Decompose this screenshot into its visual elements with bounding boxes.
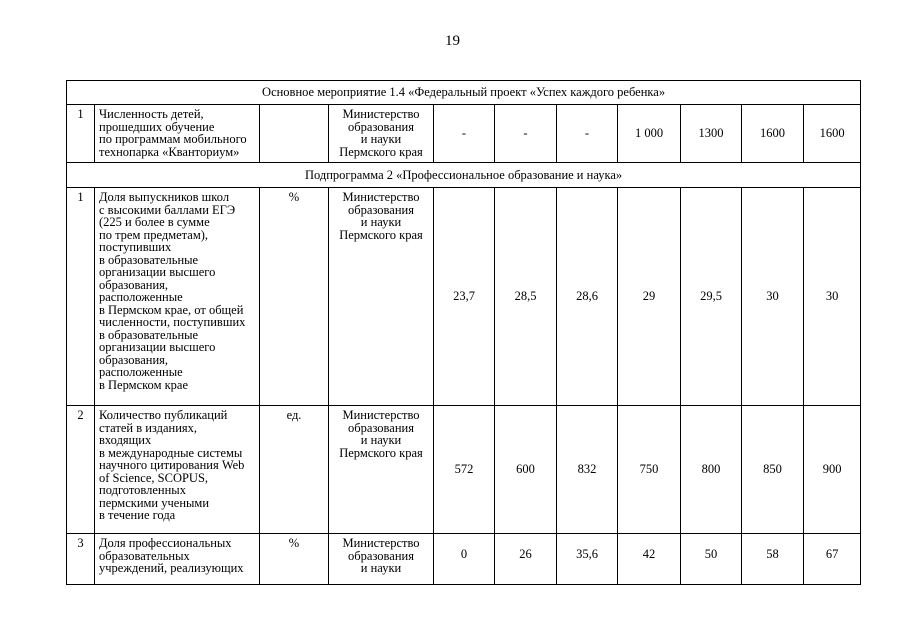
value-cell: 750 [618,406,681,534]
value-cell: - [495,105,557,163]
value-cell: 1 000 [618,105,681,163]
indicator-line: научного цитирования Web [99,458,245,472]
responsible-executor [329,406,434,534]
responsible-executor [329,105,434,163]
value-cell: - [557,105,618,163]
indicator-line: входящих [99,433,152,447]
executor-line: и науки [360,132,402,146]
value-cell: 1300 [681,105,742,163]
value-cell: 1600 [742,105,804,163]
value-cell: 800 [681,406,742,534]
value-cell: - [434,105,495,163]
row-number: 2 [67,406,95,534]
indicator-line: организации высшего [99,265,216,279]
indicator-line: Доля выпускников школ [99,190,230,204]
indicator-line: статей в изданиях, [99,420,198,435]
value-cell: 900 [804,406,861,534]
table-row [67,406,861,534]
page-number: 19 [445,33,460,49]
value-cell: 30 [742,188,804,406]
table-row [67,534,861,585]
executor-line: образования [348,420,414,435]
indicator-line: с высокими баллами ЕГЭ [99,202,236,217]
table-row [67,105,861,163]
indicator-line: в образовательные [99,252,199,267]
indicator-line: организации высшего [99,340,216,354]
executor-line: образования [348,119,414,134]
value-cell: 28,6 [557,188,618,406]
value-cell: 58 [742,534,804,585]
indicator-name [95,188,260,406]
value-cell: 28,5 [495,188,557,406]
responsible-executor [329,188,434,406]
unit-cell: ед. [260,406,329,534]
indicator-line: в течение года [99,508,176,522]
indicator-name [95,534,260,585]
value-cell: 600 [495,406,557,534]
value-cell: 67 [804,534,861,585]
value-cell: 23,7 [434,188,495,406]
row-number: 1 [67,188,95,406]
indicator-line: образования, [99,352,169,367]
indicator-line: поступивших [99,240,172,254]
value-cell: 1600 [804,105,861,163]
indicator-line: в международные системы [99,445,243,460]
executor-line: Пермского края [339,144,423,159]
indicator-line: of Science, SCOPUS, [99,470,209,485]
value-cell: 30 [804,188,861,406]
indicator-line: образования, [99,277,169,292]
executor-line: и науки [360,215,402,229]
executor-line: Пермского края [339,445,423,460]
value-cell: 572 [434,406,495,534]
indicator-line: Численность детей, [99,107,204,121]
indicator-line: численности, поступивших [99,315,246,329]
indicator-line: подготовленных [99,483,186,497]
indicator-line: в Пермском крае [99,377,189,392]
value-cell: 832 [557,406,618,534]
executor-line: образования [348,548,414,563]
indicator-line: учреждений, реализующих [99,561,244,575]
indicator-name [95,406,260,534]
executor-line: Пермского края [339,227,423,242]
indicator-line: образовательных [99,548,190,563]
indicator-line: прошедших обучение [99,119,215,134]
value-cell: 50 [681,534,742,585]
value-cell: 0 [434,534,495,585]
indicator-line: технопарка «Кванториум» [99,144,240,159]
indicator-line: Количество публикаций [99,408,228,422]
executor-line: образования [348,202,414,217]
unit-cell: % [260,534,329,585]
table-row [67,188,861,406]
row-number: 3 [67,534,95,585]
value-cell: 35,6 [557,534,618,585]
responsible-executor [329,534,434,585]
executor-line: Министерство [342,408,420,422]
value-cell: 29 [618,188,681,406]
unit-cell [260,105,329,163]
indicator-line: по программам мобильного [99,132,247,146]
unit-cell: % [260,188,329,406]
executor-line: Министерство [342,536,420,550]
indicator-line: (225 и более в сумме [99,215,210,229]
executor-line: Министерство [342,107,420,121]
indicator-line: пермскими учеными [99,495,210,510]
indicator-line: по трем предметам), [99,227,209,242]
indicator-line: расположенные [99,290,183,304]
indicator-line: в Пермском крае, от общей [99,302,244,317]
section-title: Основное мероприятие 1.4 «Федеральный проект «Успех каждого ребенка» [67,81,861,105]
indicator-line: расположенные [99,365,183,379]
executor-line: и науки [360,561,402,575]
row-number: 1 [67,105,95,163]
executor-line: и науки [360,433,402,447]
section-header-row [67,81,861,105]
indicator-line: в образовательные [99,327,199,342]
value-cell: 850 [742,406,804,534]
indicators-table [66,80,861,585]
executor-line: Министерство [342,190,420,204]
section-header-row [67,163,861,188]
indicator-line: Доля профессиональных [99,536,232,550]
section-title: Подпрограмма 2 «Профессиональное образование и наука» [67,163,861,188]
value-cell: 42 [618,534,681,585]
value-cell: 26 [495,534,557,585]
indicator-name [95,105,260,163]
value-cell: 29,5 [681,188,742,406]
